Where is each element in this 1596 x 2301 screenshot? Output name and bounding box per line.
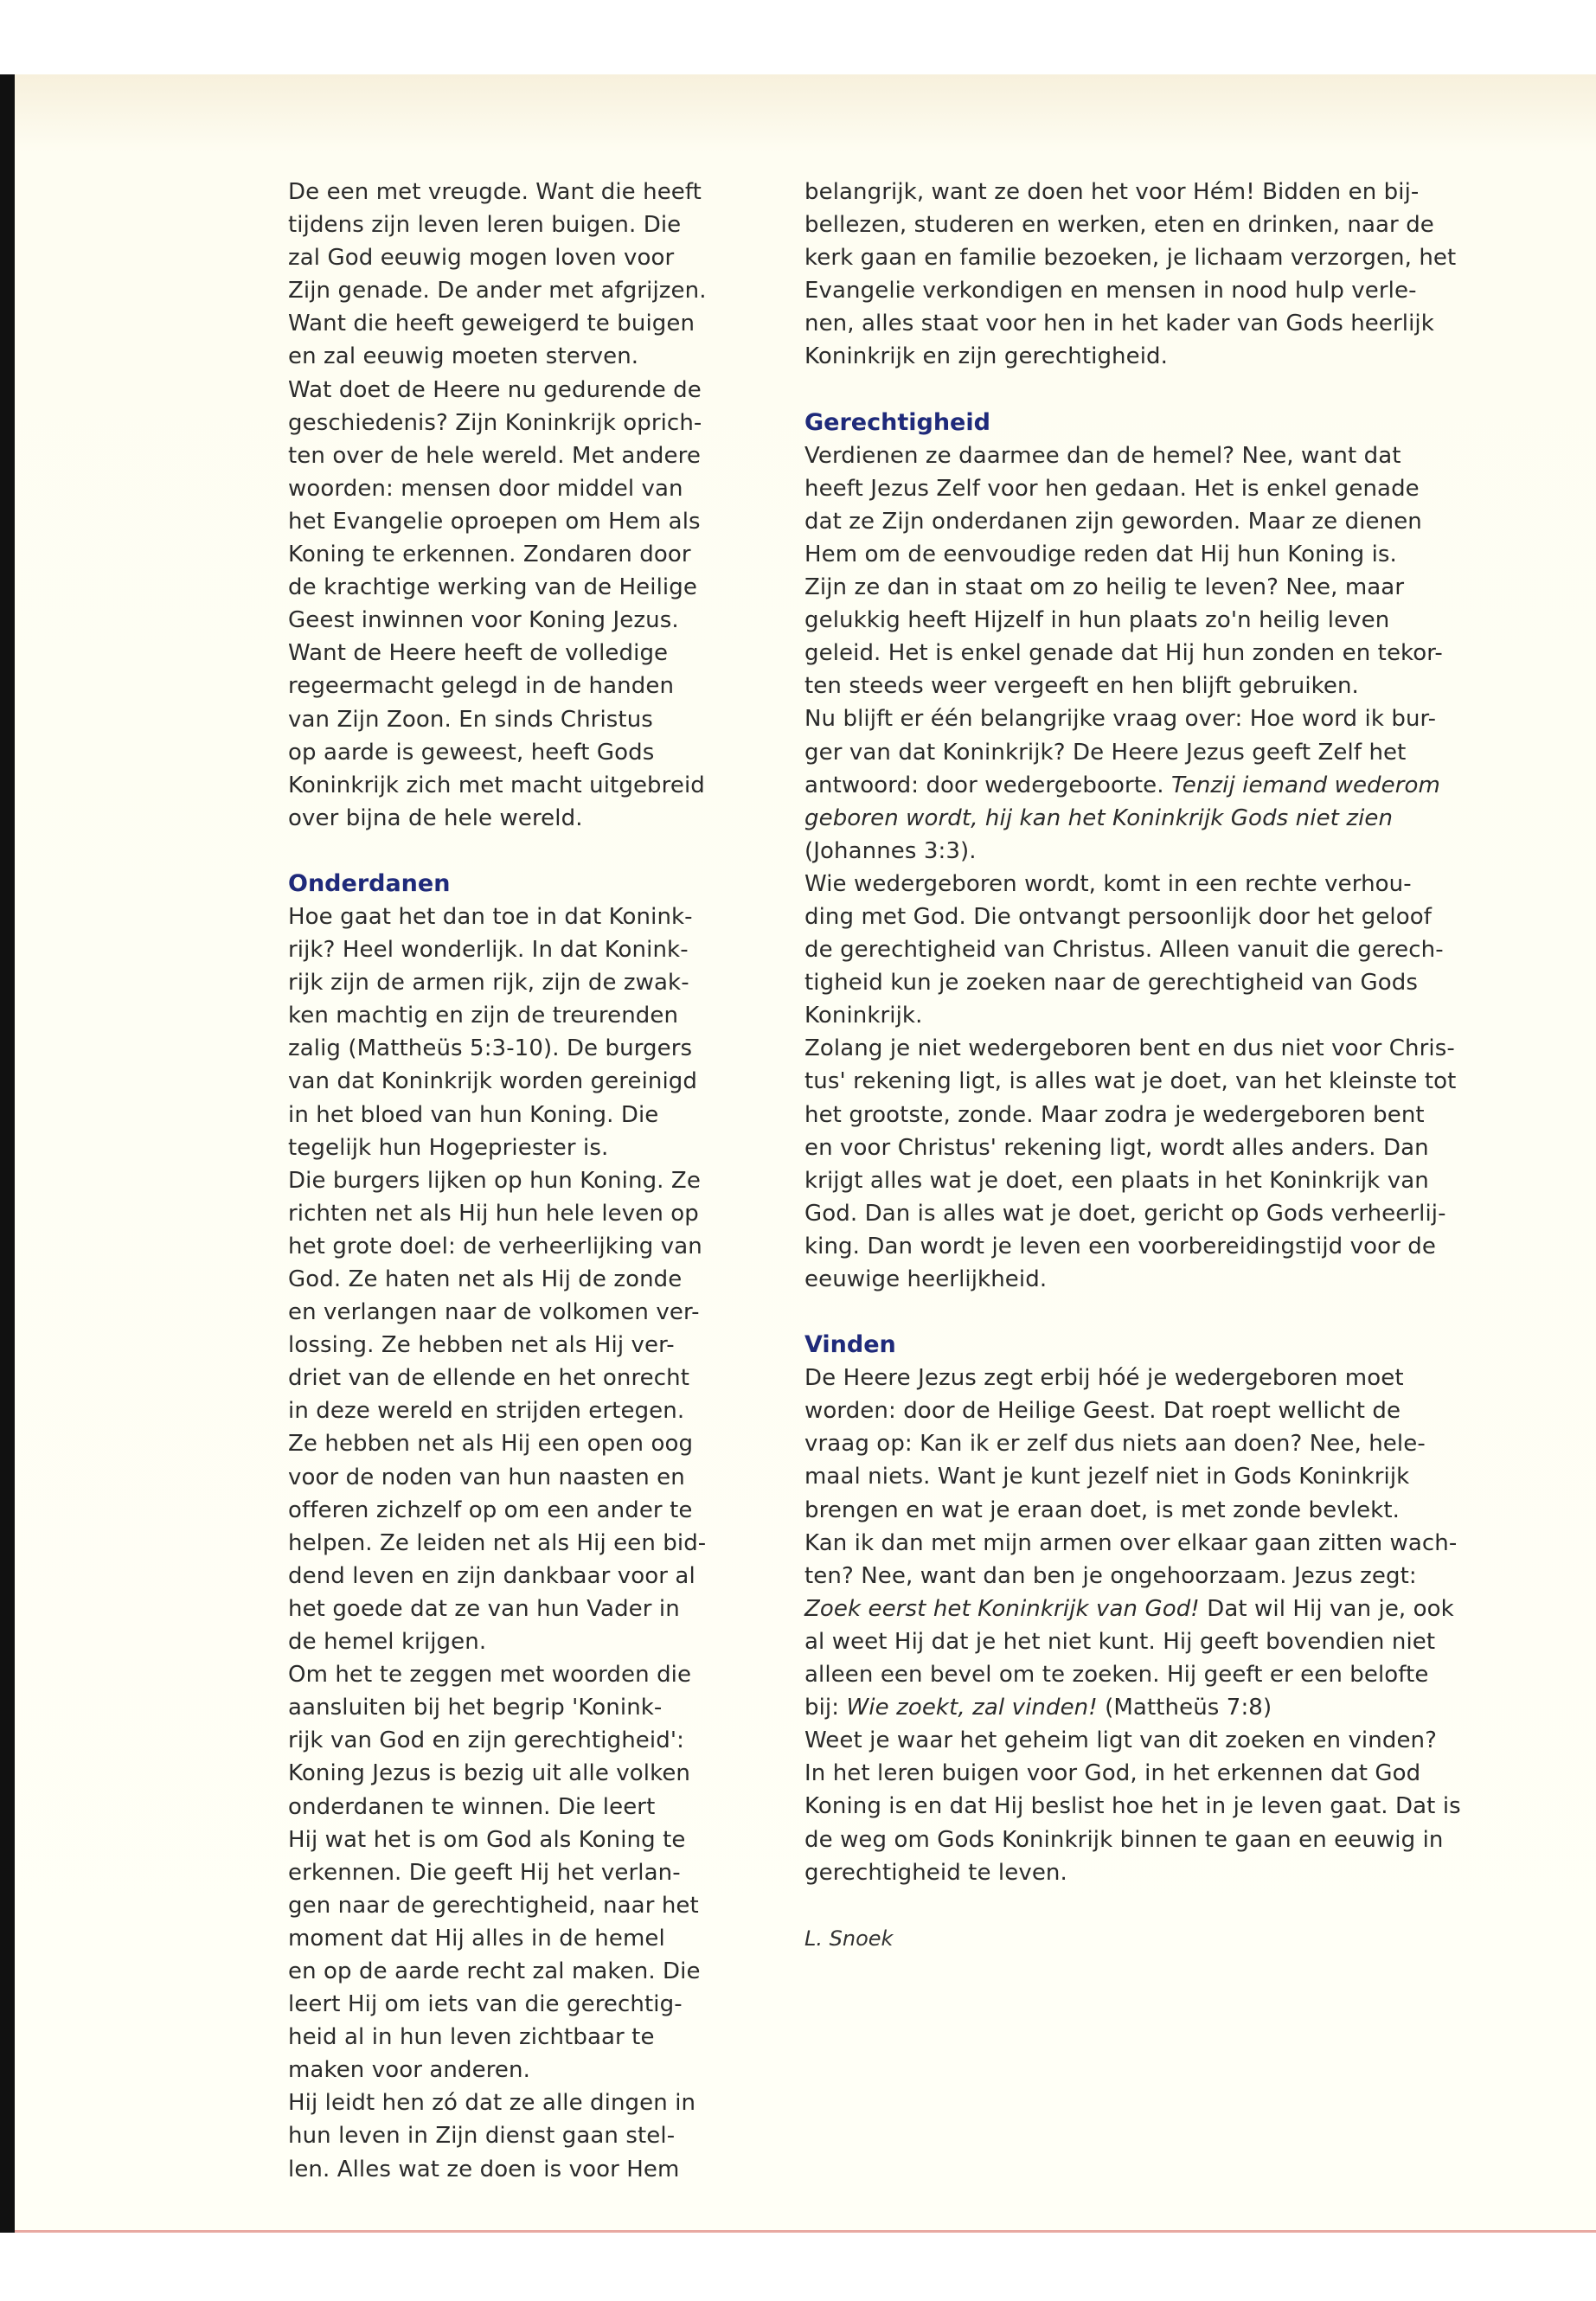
text-line: driet van de ellende en het onrecht [288,1365,690,1392]
text-line: Koning Jezus is bezig uit alle volken [288,1760,691,1787]
text-line: Verdienen ze daarmee dan de hemel? Nee, want dat [804,442,1401,469]
text-line: over bijna de hele wereld. [288,804,583,831]
text-line: Om het te zeggen met woorden die [288,1662,692,1689]
author-signature: L. Snoek [804,1926,894,1951]
text-line: rijk? Heel wonderlijk. In dat Konink- [288,937,689,964]
text-line: en op de aarde recht zal maken. Die [288,1958,701,1984]
text-line: aansluiten bij het begrip 'Konink- [288,1695,663,1721]
text-line: Evangelie verkondigen en mensen in nood hulp verle- [804,278,1417,304]
text-line: op aarde is geweest, heeft Gods [288,739,655,766]
text-line: Wat doet de Heere nu gedurende de [288,376,702,403]
text-line: maken voor anderen. [288,2057,530,2084]
text-line: ten steeds weer vergeeft en hen blijft gebruiken. [804,673,1359,700]
text-line: Want die heeft geweigerd te buigen [288,311,695,337]
left-paragraph-1 [288,176,760,835]
text-line: in het bloed van hun Koning. Die [288,1101,659,1128]
text-line: Nu blijft er één belangrijke vraag over: Hoe word ik bur- [804,706,1437,733]
text-line: tijdens zijn leven leren buigen. Die [288,212,682,239]
page-bottom-rule [15,2230,1596,2233]
text-line: de krachtige werking van de Heilige [288,574,697,601]
text-line: Koning is en dat Hij beslist hoe het in je leven gaat. Dat is [804,1793,1461,1820]
text-line: de gerechtigheid van Christus. Alleen vanuit die gerech- [804,937,1444,964]
text-run: Dat wil Hij van je, ook [1199,1595,1454,1622]
text-line: ger van dat Koninkrijk? De Heere Jezus geeft Zelf het [804,739,1407,766]
text-line [804,802,1514,835]
text-line: Koninkrijk zich met macht uitgebreid [288,772,705,798]
text-line: Zolang je niet wedergeboren bent en dus niet voor Chris- [804,1035,1455,1062]
text-line: het grootste, zonde. Maar zodra je wedergeboren bent [804,1101,1425,1128]
text-line: gerechtigheid te leven. [804,1859,1067,1886]
text-line: God. Dan is alles wat je doet, gericht op Gods verheerlij- [804,1200,1446,1227]
text-line: helpen. Ze leiden net als Hij een bid- [288,1529,707,1556]
text-line: tus' rekening ligt, is alles wat je doet, van het kleinste tot [804,1068,1457,1095]
text-line: Koninkrijk. [804,1003,923,1029]
bible-quote: geboren wordt, hij kan het Koninkrijk Gods niet zien [804,804,1394,831]
text-line: Ze hebben net als Hij een open oog [288,1431,694,1458]
text-line: en verlangen naar de volkomen ver- [288,1299,700,1326]
text-line: en voor Christus' rekening ligt, wordt alles anders. Dan [804,1134,1429,1161]
text-line: gen naar de gerechtigheid, naar het [288,1892,699,1919]
text-line: ding met God. Die ontvangt persoonlijk door het geloof [804,903,1433,930]
text-line: belangrijk, want ze doen het voor Hém! Bidden en bij- [804,179,1420,205]
text-line: bellezen, studeren en werken, eten en drinken, naar de [804,212,1434,239]
text-line: tigheid kun je zoeken naar de gerechtigheid van Gods [804,970,1418,997]
text-line-mixed [804,769,1514,802]
text-line: Hoe gaat het dan toe in dat Konink- [288,903,693,930]
text-line: alleen een bevel om te zoeken. Hij geeft er een belofte [804,1662,1429,1689]
right-paragraph-3 [804,1362,1514,1889]
text-line: leert Hij om iets van die gerechtig- [288,1991,683,2018]
text-line: Koning te erkennen. Zondaren door [288,542,691,568]
text-line: God. Ze haten net als Hij de zonde [288,1266,683,1292]
text-line: het grote doel: de verheerlijking van [288,1233,702,1259]
text-line: gelukkig heeft Hijzelf in hun plaats zo'n heilig leven [804,607,1390,634]
text-line: offeren zichzelf op om een ander te [288,1497,693,1523]
text-line: Hem om de eenvoudige reden dat Hij hun Koning is. [804,541,1397,567]
text-line: Koninkrijk en zijn gerechtigheid. [804,343,1169,370]
text-line: De Heere Jezus zegt erbij hóé je wedergeboren moet [804,1365,1404,1392]
scan-binding-edge [0,74,15,2233]
text-line: Zijn ze dan in staat om zo heilig te leven? Nee, maar [804,574,1405,601]
text-line: krijgt alles wat je doet, een plaats in het Koninkrijk van [804,1167,1429,1194]
text-line: Geest inwinnen voor Koning Jezus. [288,607,679,634]
text-line: De een met vreugde. Want die heeft [288,179,702,205]
page-top-margin [0,0,1596,74]
text-line: king. Dan wordt je leven een voorbereidingstijd voor de [804,1233,1436,1259]
text-line: al weet Hij dat je het niet kunt. Hij geeft bovendien niet [804,1628,1436,1655]
text-line: kerk gaan en familie bezoeken, je lichaam verzorgen, het [804,245,1457,272]
text-line: rijk van God en zijn gerechtigheid': [288,1727,684,1754]
text-line-mixed [804,1691,1514,1724]
text-line: nen, alles staat voor hen in het kader van Gods heerlijk [804,311,1434,337]
text-line: ken machtig en zijn de treurenden [288,1003,679,1029]
text-line: lossing. Ze hebben net als Hij ver- [288,1332,675,1359]
text-run: (Mattheüs 7:8) [1097,1695,1272,1721]
text-line: (Johannes 3:3). [804,837,977,864]
text-line: ten over de hele wereld. Met andere [288,442,701,469]
paragraph-gap [288,835,760,868]
text-line: Zijn genade. De ander met afgrijzen. [288,278,707,304]
text-line: regeermacht gelegd in de handen [288,673,675,700]
text-line: geleid. Het is enkel genade dat Hij hun zonden en tekor- [804,640,1443,667]
text-line: maal niets. Want je kunt jezelf niet in Gods Koninkrijk [804,1464,1410,1490]
paragraph-gap [804,1889,1514,1922]
text-line: zalig (Mattheüs 5:3-10). De burgers [288,1035,693,1062]
bible-quote: Tenzij iemand wederom [1170,772,1440,798]
text-line: in deze wereld en strijden ertegen. [288,1398,685,1425]
text-line: hun leven in Zijn dienst gaan stel- [288,2123,676,2150]
text-line: Die burgers lijken op hun Koning. Ze [288,1167,701,1194]
text-line: ten? Nee, want dan ben je ongehoorzaam. Jezus zegt: [804,1562,1417,1589]
text-line: moment dat Hij alles in de hemel [288,1925,665,1952]
text-line: richten net als Hij hun hele leven op [288,1200,699,1227]
text-line: heid al in hun leven zichtbaar te [288,2024,655,2051]
text-line: brengen en wat je eraan doet, is met zonde bevlekt. [804,1497,1400,1523]
text-line-mixed [804,1593,1514,1625]
text-line: rijk zijn de armen rijk, zijn de zwak- [288,970,689,997]
text-line: voor de noden van hun naasten en [288,1464,685,1490]
text-line: het goede dat ze van hun Vader in [288,1595,680,1622]
left-column [288,176,760,2186]
text-line: dat ze Zijn onderdanen zijn geworden. Maar ze dienen [804,508,1422,535]
right-paragraph-2 [804,439,1514,1296]
text-line: de hemel krijgen. [288,1629,487,1656]
heading-vinden: Vinden [804,1331,896,1359]
text-line: zal God eeuwig mogen loven voor [288,245,675,272]
heading-gerechtigheid: Gerechtigheid [804,408,990,436]
text-line: In het leren buigen voor God, in het erkennen dat God [804,1760,1421,1787]
bible-quote: Zoek eerst het Koninkrijk van God! [804,1595,1200,1622]
text-line: het Evangelie oproepen om Hem als [288,508,701,535]
text-line: Wie wedergeboren wordt, komt in een rechte verhou- [804,870,1412,897]
bible-quote: Wie zoekt, zal vinden! [846,1695,1098,1721]
text-line: heeft Jezus Zelf voor hen gedaan. Het is enkel genade [804,475,1420,502]
text-line: Kan ik dan met mijn armen over elkaar gaan zitten wach- [804,1529,1458,1556]
text-line: Weet je waar het geheim ligt van dit zoeken en vinden? [804,1727,1438,1754]
left-paragraph-2 [288,901,760,2186]
heading-onderdanen: Onderdanen [288,869,451,897]
text-line: van Zijn Zoon. En sinds Christus [288,706,653,733]
paragraph-gap [804,374,1514,407]
text-line: en zal eeuwig moeten sterven. [288,343,639,370]
text-line: dend leven en zijn dankbaar voor al [288,1562,695,1589]
right-paragraph-1 [804,176,1514,374]
text-run: antwoord: door wedergeboorte. [804,772,1171,798]
paragraph-gap [804,1296,1514,1329]
text-line: de weg om Gods Koninkrijk binnen te gaan en eeuwig in [804,1826,1444,1853]
text-line: van dat Koninkrijk worden gereinigd [288,1068,698,1095]
text-line: Want de Heere heeft de volledige [288,640,669,667]
text-line: vraag op: Kan ik er zelf dus niets aan doen? Nee, hele- [804,1431,1426,1458]
right-column [804,176,1514,1955]
text-line: onderdanen te winnen. Die leert [288,1793,656,1820]
text-line: len. Alles wat ze doen is voor Hem [288,2156,680,2182]
text-line: tegelijk hun Hogepriester is. [288,1134,609,1161]
text-line: Hij leidt hen zó dat ze alle dingen in [288,2090,696,2117]
text-line: worden: door de Heilige Geest. Dat roept wellicht de [804,1398,1401,1425]
text-line: Hij wat het is om God als Koning te [288,1826,686,1853]
text-line: erkennen. Die geeft Hij het verlan- [288,1859,681,1886]
text-line: eeuwige heerlijkheid. [804,1266,1048,1292]
text-line: geschiedenis? Zijn Koninkrijk oprich- [288,409,702,436]
text-line: woorden: mensen door middel van [288,475,683,502]
text-run: bij: [804,1695,847,1721]
